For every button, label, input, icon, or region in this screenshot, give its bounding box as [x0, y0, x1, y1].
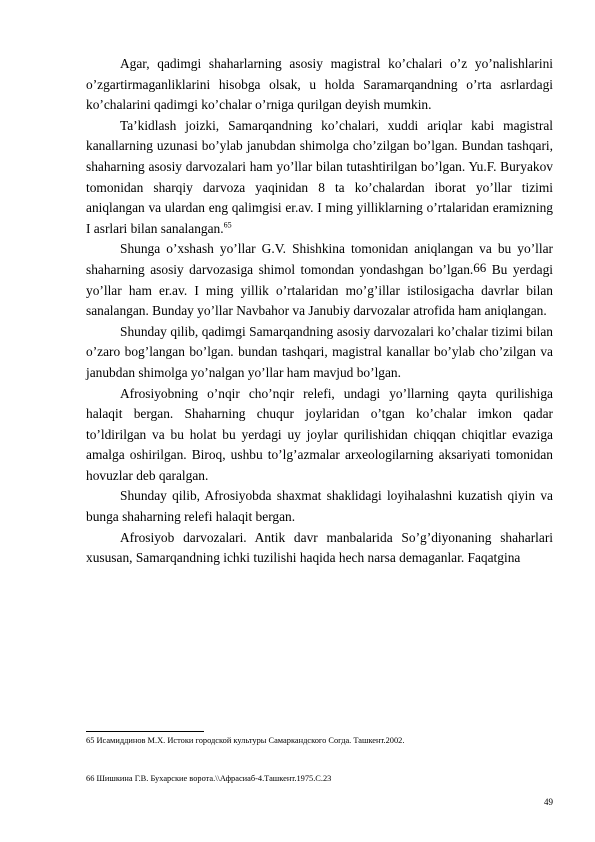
paragraph-1: Agar, qadimgi shaharlarning asosiy magistral ko’chalari o’z yo’nalishlarini o’zgartirmaganliklarini hisobga olsak, u holda Saramarqandning o’rta asrlardagi ko’chalarini qadimgi ko’chalar o’rniga qurilgan deyish mumkin.: [86, 56, 553, 113]
paragraph-5: Afrosiyobning o’nqir cho’nqir relefi, undagi yo’llarning qayta qurilishiga halaqit bergan. Shaharning chuqur joylaridan o’tgan ko’chalar imkon qadar to’ldirilgan va bu holat bu yerdagi uy joylar qurilishidan chiqqan chiqitlar evaziga amalga oshirilgan. Biroq, ushbu to’lg’azmalar arxeologilarning aksariyati tomonidan hovuzlar deb qaralgan.: [86, 385, 553, 483]
page-body: [86, 54, 553, 569]
paragraph-2-text: Ta’kidlash joizki, Samarqandning ko’chalari, xuddi ariqlar kabi magistral kanallarning uzunasi bo’ylab janubdan shimolga cho’zilgan bo’lgan. Bundan tashqari, shaharning asosiy darvozalari ham yo’llar bilan tutashtirilgan bo’lgan. Yu.F. Buryakov tomonidan sharqiy darvoza yaqinidan 8 ta ko’chalardan iborat yo’llar tizimi aniqlangan va ulardan eng qalimgisi er.av. I ming yilliklarning o’rtalaridan eramizning I asrlari bilan sanalangan.: [86, 117, 553, 236]
paragraph-3-continued: Bu yerdagi yo’llar ham er.av. I ming yillik o’rtalaridan mo’g’illar istilosigacha davrlar bilan sanalangan. Bunday yo’llar Navbahor va Janubiy darvozalar atrofida ham aniqlangan.: [86, 261, 553, 319]
footnote-ref-65[interactable]: 65: [223, 220, 232, 230]
paragraph-6: Shunday qilib, Afrosiyobda shaxmat shaklidagi loyihalashni kuzatish qiyin va bunga shaharning relefi halaqit bergan.: [86, 488, 553, 525]
paragraph-3: [86, 239, 553, 321]
paragraph-7: Afrosiyob darvozalari. Antik davr manbalarida So’g’diyonaning shaharlari xususan, Samarqandning ichki tuzilishi haqida hech narsa demaganlar. Faqatgina: [86, 529, 553, 566]
footnote-ref-66[interactable]: 66: [473, 259, 487, 275]
footnote-65: 65 Исамиддинов М.Х. Истоки городской культуры Самаркандского Согда. Ташкент.2002.: [86, 736, 405, 745]
footnote-separator: [86, 731, 204, 732]
paragraph-2: [86, 116, 553, 240]
paragraph-4: Shunday qilib, qadimgi Samarqandning asosiy darvozalari ko’chalar tizimi bilan o’zaro bog’langan bo’lgan. bundan tashqari, magistral kanallar bo’ylab cho’zilgan va janubdan shimolga yo’nalgan yo’llar ham mavjud bo’lgan.: [86, 323, 553, 380]
page-number: 49: [544, 797, 553, 807]
paragraph-3-text: Shunga o’xshash yo’llar G.V. Shishkina tomonidan aniqlangan va bu yo’llar shaharning asosiy darvozasiga shimol tomondan yondashgan bo’lgan.: [86, 241, 553, 277]
footnote-66: 66 Шишкина Г.В. Бухарские ворота.\\Афрасиаб-4.Ташкент.1975.С.23: [86, 774, 332, 783]
